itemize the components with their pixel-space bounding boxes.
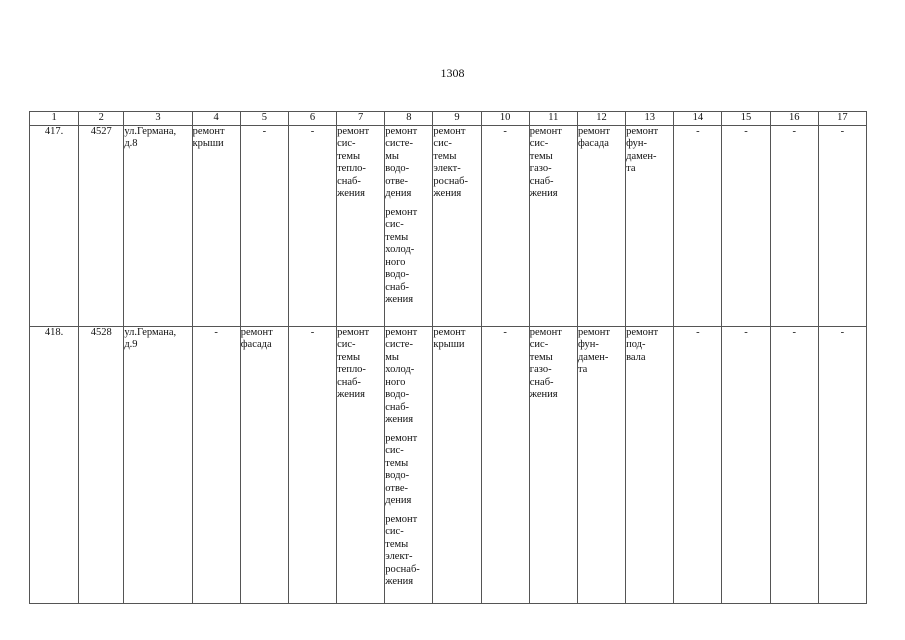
work-text-line: -: [840, 125, 845, 137]
work-text-line: ремонт: [529, 125, 562, 137]
column-header: 15: [722, 112, 770, 126]
column-header: 4: [192, 112, 240, 126]
column-header: 1: [30, 112, 79, 126]
work-text-line: водо-: [385, 389, 410, 400]
work-text-line: снаб-: [529, 175, 554, 187]
building-code: 4528: [79, 326, 124, 603]
work-text-line: фун-: [577, 339, 599, 350]
work-entry: [241, 126, 288, 139]
work-text-line: ного: [385, 376, 406, 388]
work-type-cell: [337, 326, 385, 603]
work-text-line: дамен-: [577, 351, 609, 363]
work-text-line: -: [310, 125, 315, 137]
work-entry: [771, 126, 818, 139]
work-type-cell: [529, 125, 577, 326]
work-entry: [482, 126, 529, 139]
work-text-line: ремонт: [577, 125, 610, 137]
work-type-cell: [240, 326, 288, 603]
work-text-line: тепло-: [337, 163, 366, 174]
work-text-line: снаб-: [385, 401, 410, 413]
work-text-line: фасада: [577, 138, 609, 149]
work-entry: [626, 327, 673, 365]
work-text-line: вала: [626, 351, 646, 363]
work-entry: [433, 327, 480, 352]
work-entry: [578, 327, 625, 377]
work-entry: [337, 327, 384, 402]
building-code: 4527: [79, 125, 124, 326]
work-text-line: ремонт: [192, 125, 225, 137]
work-text-line: холод-: [385, 364, 415, 375]
work-text-line: элект-: [433, 163, 461, 174]
work-text-line: -: [792, 326, 796, 338]
work-text-line: -: [262, 125, 267, 137]
work-text-line: ремонт: [337, 326, 370, 338]
work-text-line: снаб-: [529, 376, 554, 388]
work-text-line: отве-: [385, 482, 409, 494]
work-text-line: отве-: [385, 175, 409, 187]
work-text-line: ремонт: [337, 125, 370, 137]
column-header: 11: [529, 112, 577, 126]
work-text-line: водо-: [385, 269, 410, 280]
work-text-line: -: [214, 326, 218, 338]
row-number: 417.: [30, 125, 79, 326]
work-entry: [674, 327, 721, 340]
work-text-line: элект-: [385, 551, 413, 562]
column-header: 13: [626, 112, 674, 126]
work-text-line: -: [696, 125, 700, 137]
work-text-line: водо-: [385, 163, 410, 174]
work-text-line: роснаб-: [385, 563, 420, 575]
work-text-line: жения: [529, 389, 558, 400]
work-text-line: мы: [385, 150, 399, 162]
work-text-line: -: [840, 326, 845, 338]
work-text-line: ремонт: [577, 326, 610, 338]
column-header: 17: [818, 112, 866, 126]
work-entry: [385, 207, 432, 307]
work-text-line: темы: [385, 538, 409, 550]
empty-cell: [481, 125, 529, 326]
work-type-cell: [626, 125, 674, 326]
work-text-line: темы: [529, 351, 553, 363]
work-text-line: дения: [385, 495, 412, 506]
work-text-line: ремонт: [385, 125, 418, 137]
work-text-line: ремонт: [385, 326, 418, 338]
work-entry: [385, 433, 432, 508]
empty-cell: [288, 326, 336, 603]
work-entry: [385, 126, 432, 201]
work-text-line: ремонт: [240, 326, 273, 338]
work-text-line: ремонт: [385, 206, 418, 218]
work-type-cell: [433, 125, 481, 326]
work-text-line: снаб-: [337, 175, 361, 187]
empty-cell: [770, 326, 818, 603]
work-entry: [433, 126, 480, 201]
work-text-line: сис-: [385, 445, 404, 456]
work-text-line: -: [744, 326, 748, 338]
work-type-cell: [433, 326, 481, 603]
work-entry: [819, 126, 866, 139]
work-text-line: -: [696, 326, 700, 338]
work-entry: [193, 327, 240, 340]
work-entry: [722, 327, 769, 340]
work-text-line: та: [577, 364, 588, 375]
empty-cell: [674, 125, 722, 326]
empty-cell: [722, 125, 770, 326]
work-type-cell: [337, 125, 385, 326]
repair-schedule-table: [29, 111, 867, 604]
work-text-line: ремонт: [529, 326, 562, 338]
work-entry: [289, 126, 336, 139]
work-entry: [771, 327, 818, 340]
empty-cell: [240, 125, 288, 326]
address-line: ул.Германа,: [124, 326, 177, 338]
work-text-line: темы: [433, 150, 457, 162]
work-text-line: жения: [385, 414, 414, 425]
work-text-line: дамен-: [626, 150, 657, 162]
work-text-line: сис-: [433, 138, 452, 149]
work-text-line: под-: [626, 339, 646, 350]
work-type-cell: [577, 326, 625, 603]
work-text-line: та: [626, 163, 636, 174]
empty-cell: [818, 326, 866, 603]
empty-cell: [674, 326, 722, 603]
address-cell: [124, 326, 192, 603]
work-text-line: сис-: [529, 138, 549, 149]
work-type-cell: [529, 326, 577, 603]
work-text-line: сис-: [337, 138, 356, 149]
row-number: 418.: [30, 326, 79, 603]
column-header: 3: [124, 112, 192, 126]
work-text-line: дения: [385, 188, 412, 199]
work-entry: [385, 514, 432, 589]
column-header: 8: [385, 112, 433, 126]
work-text-line: -: [792, 125, 796, 137]
work-type-cell: [577, 125, 625, 326]
work-text-line: темы: [529, 150, 553, 162]
work-text-line: жения: [529, 188, 558, 199]
work-text-line: систе-: [385, 138, 413, 149]
work-text-line: сис-: [337, 339, 356, 350]
work-text-line: крыши: [192, 138, 224, 149]
address-cell: [124, 125, 192, 326]
work-text-line: водо-: [385, 470, 410, 481]
column-header: 14: [674, 112, 722, 126]
work-text-line: газо-: [529, 163, 552, 174]
column-header: 7: [337, 112, 385, 126]
work-text-line: темы: [337, 150, 361, 162]
work-text-line: тепло-: [337, 364, 366, 375]
work-entry: [337, 126, 384, 201]
work-type-cell: [385, 125, 433, 326]
work-entry: [819, 327, 866, 340]
empty-cell: [192, 326, 240, 603]
empty-cell: [481, 326, 529, 603]
work-text-line: темы: [385, 231, 409, 243]
work-text-line: крыши: [433, 339, 465, 350]
address-line: ул.Германа,: [124, 125, 177, 137]
address-line: д.9: [124, 339, 138, 350]
work-text-line: -: [503, 326, 507, 338]
address-line: д.8: [124, 138, 138, 149]
work-text-line: ремонт: [626, 125, 659, 137]
work-entry: [578, 126, 625, 151]
column-header: 12: [577, 112, 625, 126]
work-entry: [385, 327, 432, 427]
work-text-line: газо-: [529, 364, 552, 375]
work-type-cell: [626, 326, 674, 603]
work-text-line: ремонт: [433, 125, 466, 137]
work-text-line: жения: [433, 188, 462, 199]
work-type-cell: [385, 326, 433, 603]
work-text-line: жения: [385, 294, 414, 305]
empty-cell: [770, 125, 818, 326]
work-entry: [626, 126, 673, 176]
work-entry: [722, 126, 769, 139]
work-text-line: жения: [337, 188, 365, 199]
work-text-line: темы: [385, 457, 409, 469]
work-text-line: темы: [337, 351, 361, 363]
work-text-line: снаб-: [385, 281, 410, 293]
column-header: 16: [770, 112, 818, 126]
work-text-line: сис-: [385, 526, 404, 537]
work-entry: [289, 327, 336, 340]
work-entry: [193, 126, 240, 151]
empty-cell: [288, 125, 336, 326]
work-type-cell: [192, 125, 240, 326]
column-header: 10: [481, 112, 529, 126]
work-entry: [530, 126, 577, 201]
work-entry: [674, 126, 721, 139]
empty-cell: [722, 326, 770, 603]
empty-cell: [818, 125, 866, 326]
column-header: 2: [79, 112, 124, 126]
work-text-line: жения: [385, 576, 414, 587]
work-text-line: ремонт: [385, 513, 418, 525]
work-text-line: -: [310, 326, 315, 338]
column-header: 5: [240, 112, 288, 126]
work-text-line: ремонт: [626, 326, 659, 338]
column-number-row: [30, 112, 867, 126]
column-header: 9: [433, 112, 481, 126]
work-entry: [482, 327, 529, 340]
work-text-line: жения: [337, 389, 365, 400]
table-row: [30, 326, 867, 603]
work-text-line: сис-: [529, 339, 549, 350]
work-text-line: фун-: [626, 138, 648, 149]
work-text-line: мы: [385, 351, 399, 363]
work-text-line: систе-: [385, 339, 413, 350]
work-text-line: снаб-: [337, 376, 361, 388]
work-text-line: роснаб-: [433, 175, 468, 187]
table-row: [30, 125, 867, 326]
work-entry: [530, 327, 577, 402]
work-entry: [241, 327, 288, 352]
work-text-line: ремонт: [433, 326, 466, 338]
work-text-line: -: [744, 125, 748, 137]
work-text-line: холод-: [385, 244, 415, 255]
work-text-line: -: [503, 125, 507, 137]
work-text-line: ремонт: [385, 432, 418, 444]
column-header: 6: [288, 112, 336, 126]
work-text-line: ного: [385, 256, 406, 268]
work-text-line: сис-: [385, 219, 404, 230]
page-number: 1308: [440, 66, 465, 80]
work-text-line: фасада: [240, 339, 272, 350]
